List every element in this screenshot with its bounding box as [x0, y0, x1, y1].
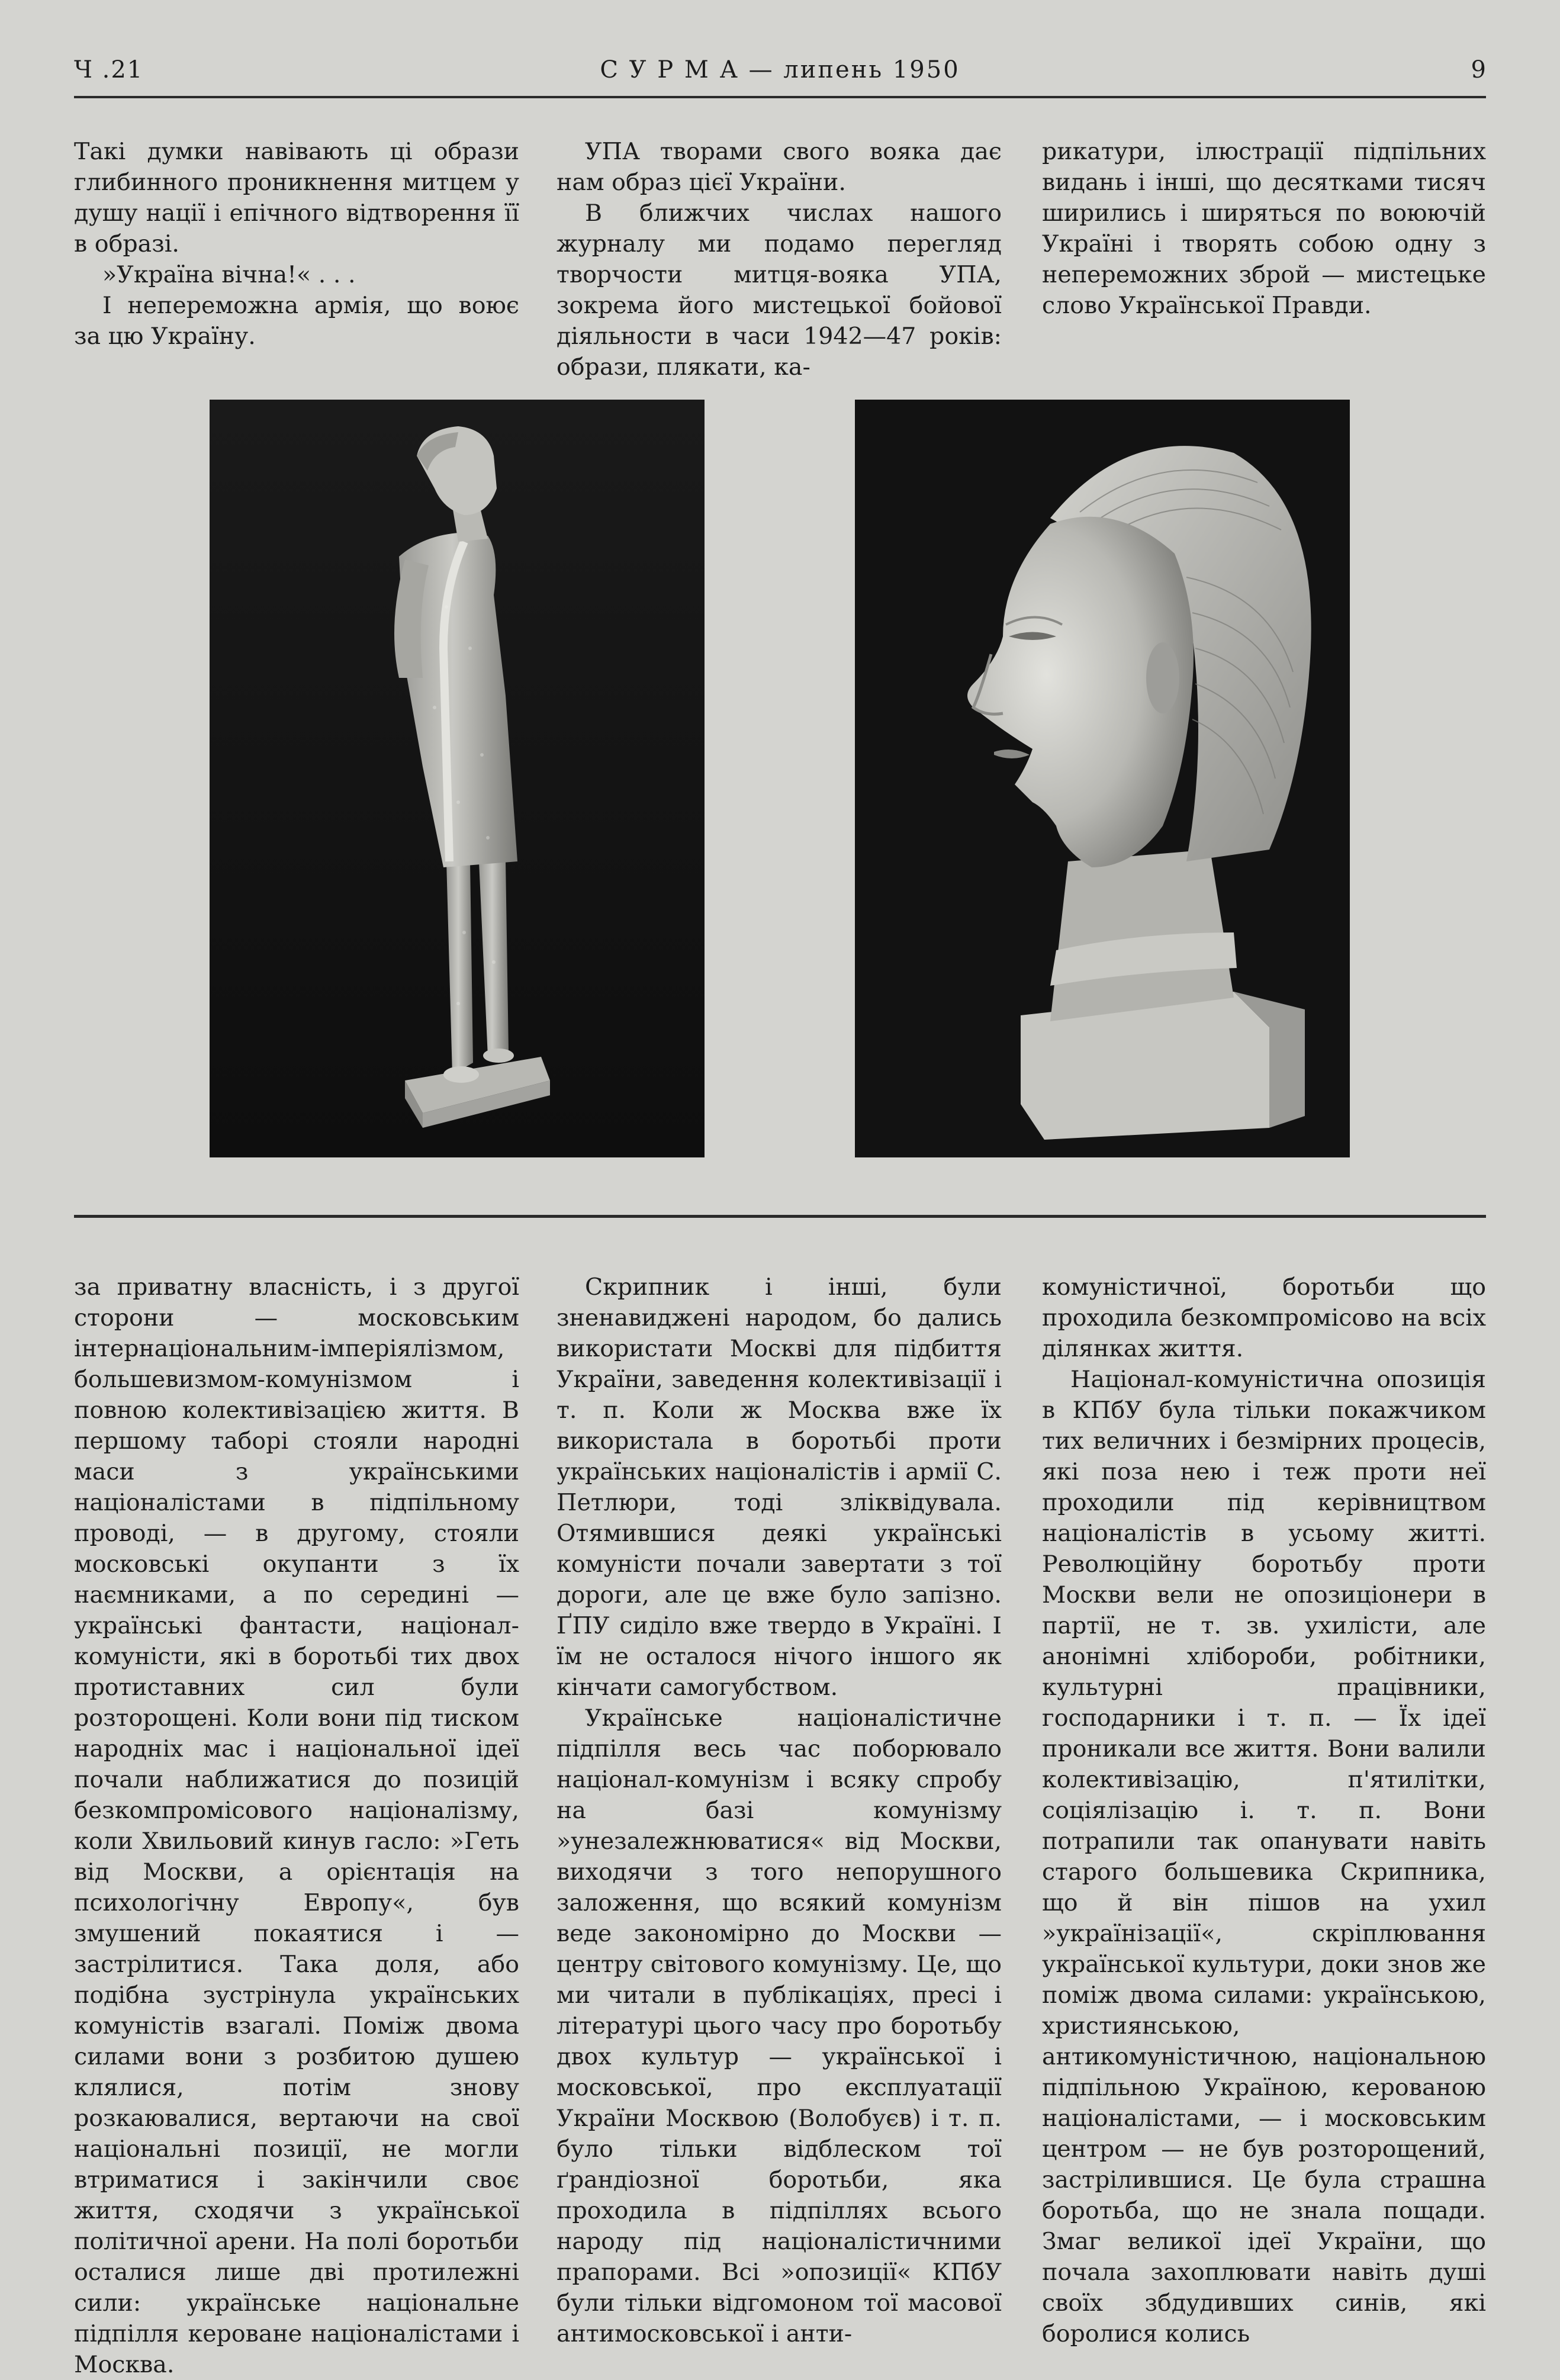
- paragraph: комуністичної, боротьби що проходила безкомпромісово на всіх ділянках життя.: [1042, 1273, 1486, 1362]
- paragraph: Скрипник і інші, були зненавиджені народом, бо дались використати Москві для підбиття України, заведення колективізації і т. п. Коли ж Москва вже їх використала в боротьбі проти українських націоналістів і армії С. Петлюри, тоді зліквідувала. Отямившися деякі українські комуністи почали завертати з тої дороги, але це вже було запізно. ҐПУ сиділо вже твердо в Україні. І їм не осталося нічого іншого як кінчати самогубством.: [557, 1273, 1002, 1701]
- header-title: С У Р М А — липень 1950: [600, 56, 960, 83]
- top-column-1: [74, 136, 519, 352]
- paragraph: Українське націоналістичне підпілля весь час поборювало націонал-комунізм і всяку спробу на базі комунізму »унезалежнюватися« від Москви, виходячи з того непорушного заложення, що всякий комунізм веде закономірно до Москви — центру світового комунізму. Це, що ми читали в публікаціях, пресі і літературі цього часу про боротьбу двох культур — української і московської, про експлуатації України Москвою (Волобуєв) і т. п. було тільки відблеском тої ґрандіозної боротьби, яка проходила в підпіллях всього народу під націоналістичними прапорами. Всі »опозиції« КПбУ були тільки відгомоном тої масової антимосковської і анти-: [557, 1704, 1002, 2347]
- paragraph: »Україна вічна!« . . .: [102, 261, 356, 288]
- paragraph: Націонал-комуністична опозиція в КПбУ була тільки покажчиком тих величних і безмірних процесів, які поза нею і теж проти неї проходили під керівництвом націоналістів в усьому житті. Революційну боротьбу проти Москви вели не опозиціонери в партії, не т. зв. ухилісти, але анонімні хлібороби, робітники, культурні працівники, господарники і т. п. — Їх ідеї проникали все життя. Вони валили колективізацію, п'ятилітки, соціялізацію і. т. п. Вони потрапили так опанувати навіть старого большевика Скрипника, що й він пішов на ухил »українізації«, скріплювання української культури, доки знов же поміж двома силами: українською, християнською, антикомуністичною, національною підпільною Україною, керованою націоналістами, — і московським центром — не був розторощений, застрілившися. Це була страшна боротьба, що не знала пощади. Змаг великої ідеї України, що почала захоплювати навіть душі своїх збдудивших синів, які боролися колись: [1042, 1366, 1486, 2347]
- bottom-column-2: [557, 1272, 1002, 2349]
- statue-photo: [210, 400, 705, 1157]
- female-head-sculpture: [855, 400, 1350, 1157]
- paragraph: УПА творами свого вояка дає нам образ цієї України.: [557, 138, 1002, 196]
- bottom-column-3: [1042, 1272, 1486, 2349]
- paragraph: рикатури, ілюстрації підпільних видань і інші, що десятками тисяч ширились і ширяться по воюючій Україні і творять собою одну з непереможних зброй — мистецьке слово Української Правди.: [1042, 138, 1486, 319]
- paragraph: І непереможна армія, що воює за цю Україну.: [74, 292, 519, 350]
- standing-figure-sculpture: [210, 400, 705, 1157]
- bottom-column-1: [74, 1272, 519, 2380]
- paragraph: за приватну власність, і з другої сторони — московським інтернаціональним-імперіялізмом, большевизмом-комунізмом і повною колективізацією життя. В першому таборі стояли народні маси з українськими націоналістами в підпільному проводі, — в другому, стояли московські окупанти з їх наємниками, а по середині — українські фантасти, націонал-комуністи, які в боротьбі тих двох протиставних сил були розторощені. Коли вони під тиском народніх мас і національної ідеї почали наближатися до позицій безкомпромісового націоналізму, коли Хвильовий кинув гасло: »Геть від Москви, а орієнтація на психологічну Европу«, був змушений покаятися і — застрілитися. Така доля, або подібна зустрінула українських комуністів взагалі. Поміж двома силами вони з розбитою душею клялися, потім знову розкаювалися, вертаючи на свої національні позиції, не могли втриматися і закінчили своє життя, сходячи з української політичної арени. На полі боротьби осталися лише дві протилежні сили: українське національне підпілля кероване націоналістами і Москва.: [74, 1273, 519, 2378]
- top-column-2: [557, 136, 1002, 382]
- paragraph: Такі думки навівають ці образи глибинного проникнення митцем у душу нації і епічного відтворення її в образі.: [74, 138, 519, 258]
- bust-photo: [855, 400, 1350, 1157]
- page-number: 9: [1471, 56, 1486, 83]
- top-column-3: [1042, 136, 1486, 321]
- paragraph: В ближчих числах нашого журналу ми подамо перегляд творчости митця-вояка УПА, зокрема його мистецької бойової діяльности в часи 1942—47 років: образи, плякати, ка-: [557, 200, 1002, 381]
- header-issue-number: Ч .21: [74, 56, 144, 83]
- running-header: [74, 56, 1486, 92]
- header-rule: [74, 96, 1486, 98]
- section-divider: [74, 1215, 1486, 1218]
